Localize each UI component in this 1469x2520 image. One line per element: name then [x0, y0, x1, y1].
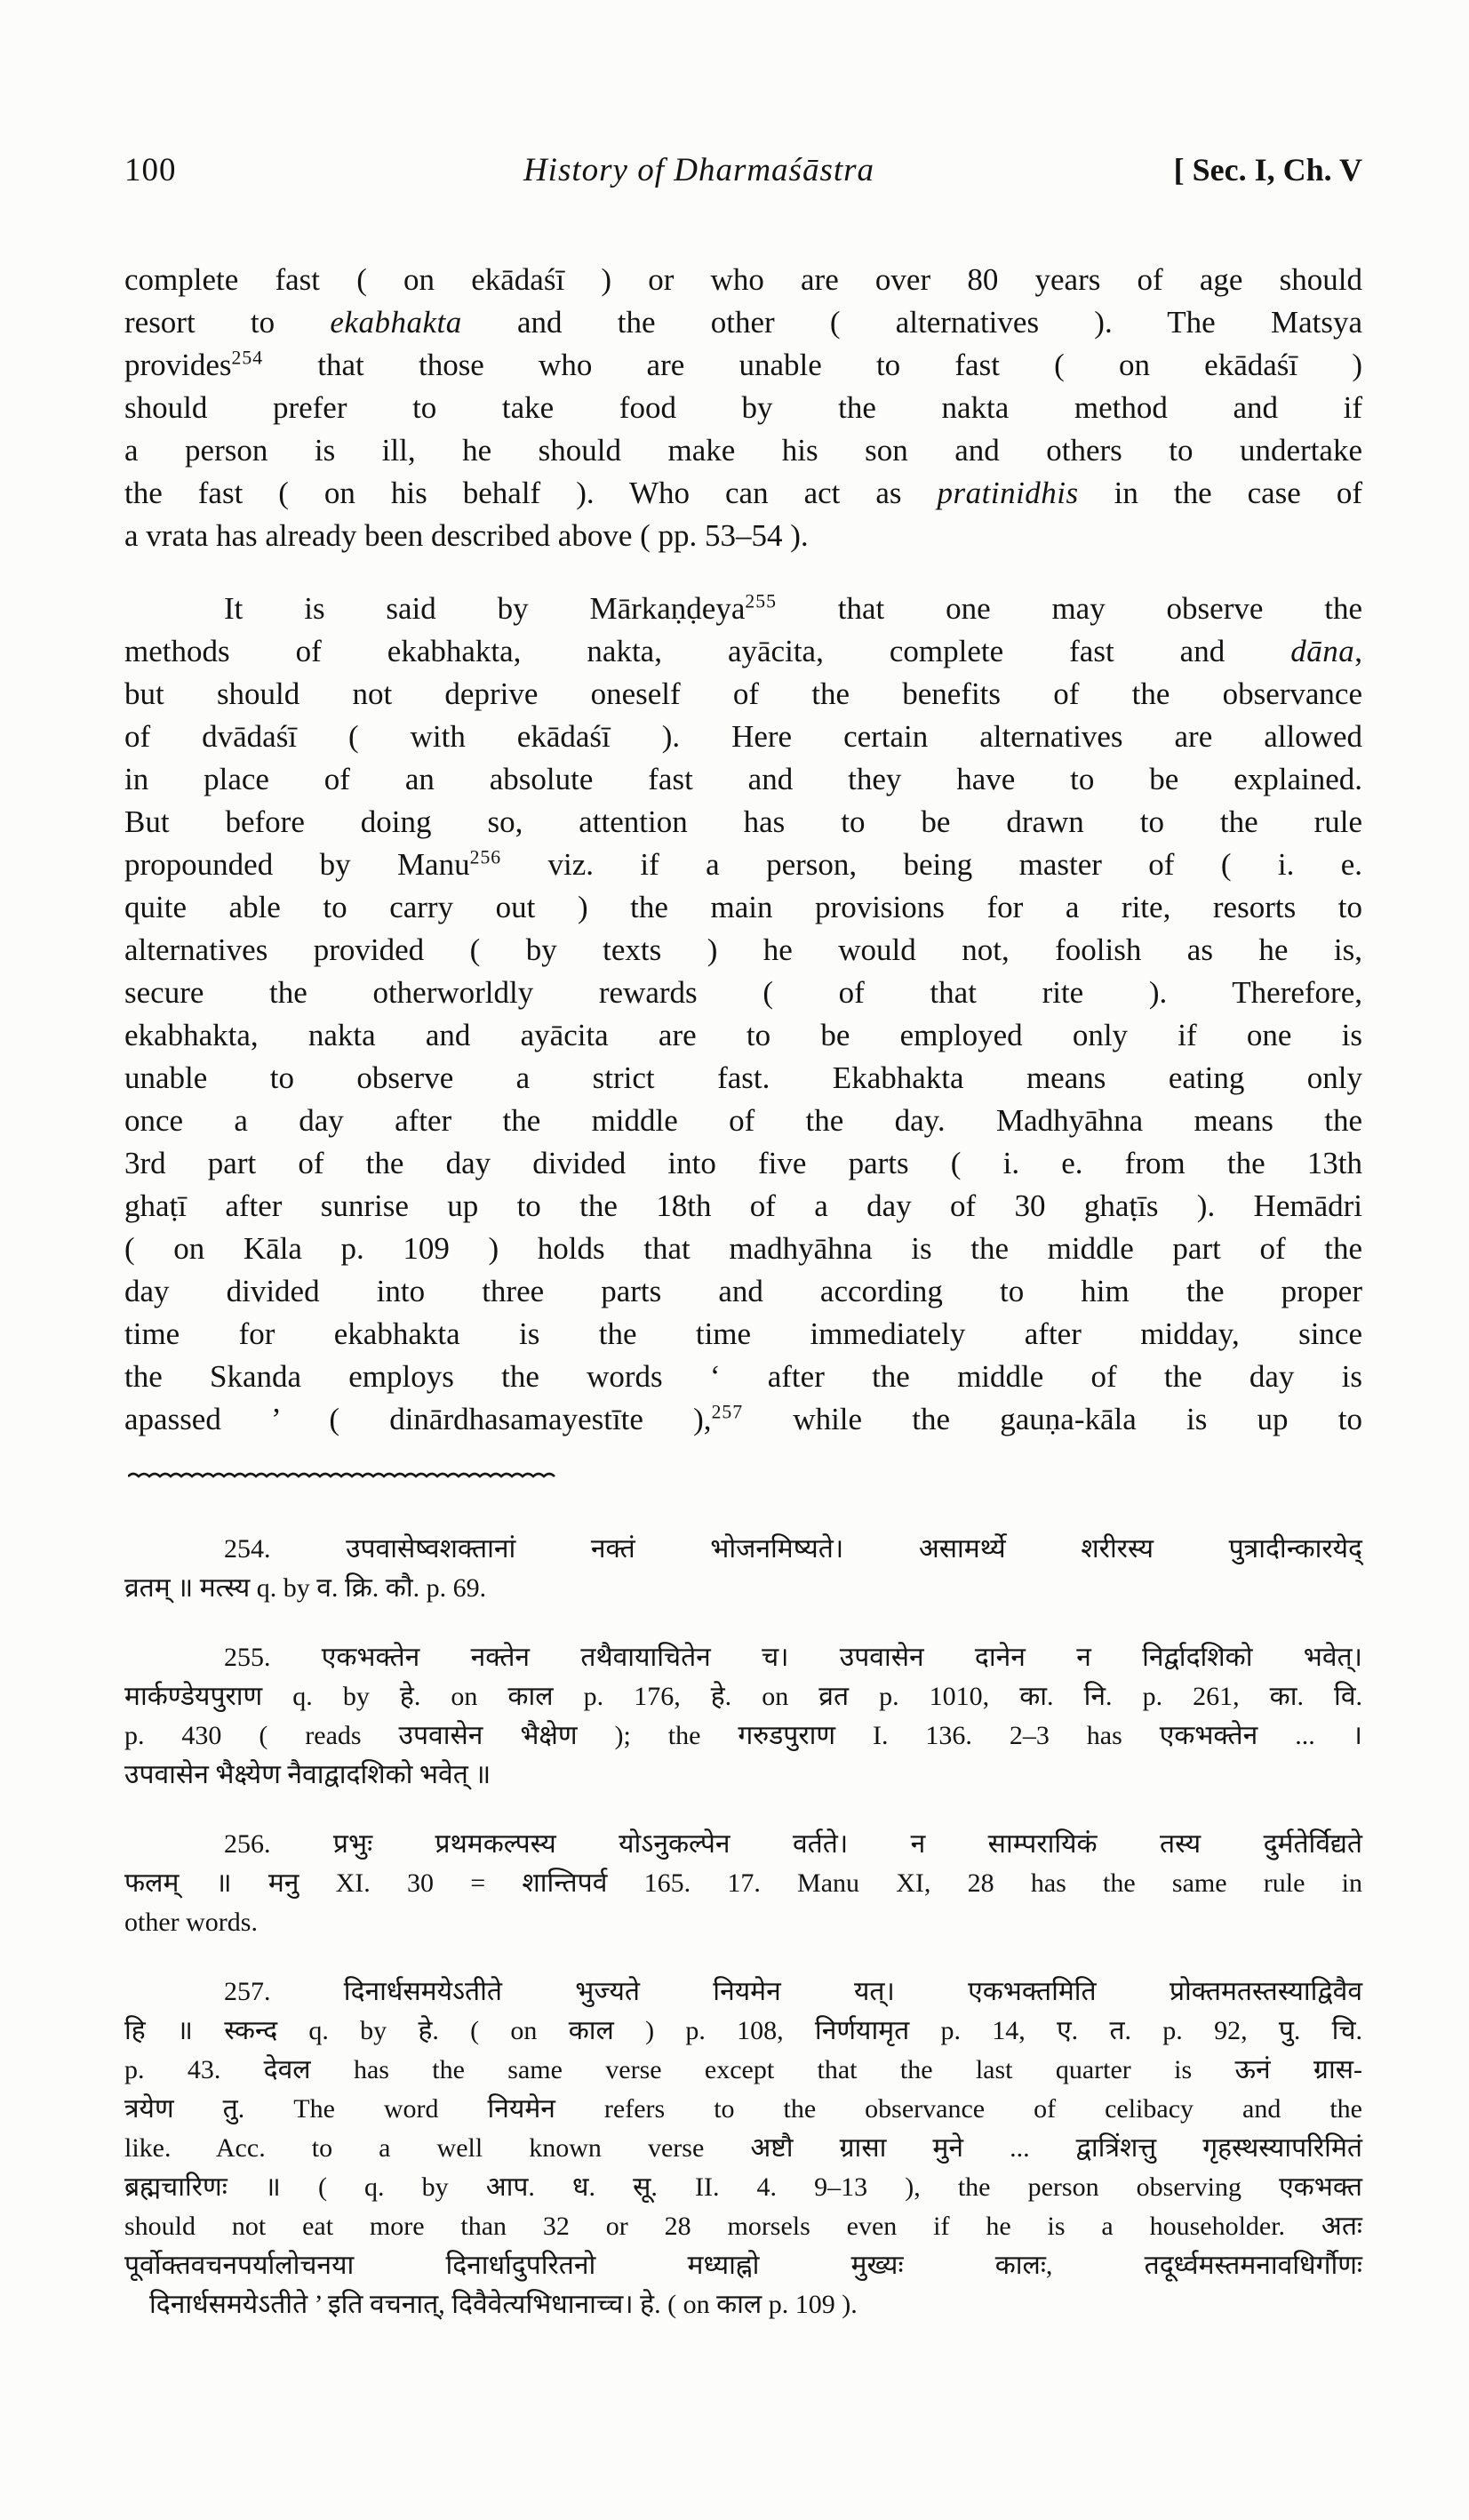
page-title: History of Dharmaśāstra	[523, 152, 875, 188]
footnote-line: त्रयेण तु. The word नियमेन refers to the observance of celibacy and the	[124, 2094, 1362, 2124]
paragraph	[124, 259, 1362, 557]
paragraph-line: in place of an absolute fast and they have to be explained.	[124, 762, 1362, 796]
footnote-line: मार्कण्डेयपुराण q. by हे. on काल p. 176, हे. on व्रत p. 1010, का. नि. p. 261, का. वि.	[124, 1682, 1362, 1711]
paragraph-line: ghaṭī after sunrise up to the 18th of a day of 30 ghaṭīs ). Hemādri	[124, 1188, 1362, 1223]
paragraph-line: provides$^{254}$ that those who are unable to fast ( on ekādaśī )	[124, 347, 1362, 382]
paragraph-line: should prefer to take food by the nakta method and if	[124, 390, 1362, 425]
paragraph-line: ( on Kāla p. 109 ) holds that madhyāhna is the middle part of the	[124, 1231, 1362, 1266]
footnote-line: should not eat more than 32 or 28 morsels even if he is a householder. अतः	[124, 2212, 1362, 2241]
paragraph-line: quite able to carry out ) the main provisions for a rite, resorts to	[124, 890, 1362, 924]
paragraph-line: But before doing so, attention has to be drawn to the rule	[124, 804, 1362, 839]
paragraph-line: unable to observe a strict fast. Ekabhakta means eating only	[124, 1060, 1362, 1095]
footnote-line: 254. उपवासेष्वशक्तानां नक्तं भोजनमिष्यते। असामर्थ्ये शरीरस्य पुत्रादीन्कारयेद्	[224, 1534, 1362, 1564]
page-number: 100	[124, 152, 177, 188]
footnote-line: p. 43. देवल has the same verse except that the last quarter is ऊनं ग्रास-	[124, 2055, 1362, 2084]
footnote	[124, 1825, 1362, 1942]
paragraph-line: It is said by Mārkaṇḍeya$^{255}$ that one may observe the	[224, 590, 1362, 626]
paragraph-line: resort to ekabhakta and the other ( alternatives ). The Matsya	[124, 305, 1362, 340]
paragraph-line: time for ekabhakta is the time immediately after midday, since	[124, 1316, 1362, 1351]
footnote-line: व्रतम् ॥ मत्स्य q. by व. क्रि. कौ. p. 69.	[124, 1573, 487, 1603]
footnote-line: पूर्वोक्तवचनपर्यालोचनया दिनार्धादुपरितनो मध्याह्नो मुख्यः कालः, तदूर्ध्वमस्तमनावधिर्गौणः	[124, 2251, 1362, 2280]
footnotes	[124, 1530, 1362, 2324]
footnote	[124, 1638, 1362, 1795]
paragraph-line: day divided into three parts and according to him the proper	[124, 1274, 1362, 1308]
footnote-divider	[128, 1471, 563, 1480]
footnote	[124, 1972, 1362, 2324]
paragraph-line: secure the otherworldly rewards ( of that rite ). Therefore,	[124, 975, 1362, 1010]
paragraph-line: 3rd part of the day divided into five parts ( i. e. from the 13th	[124, 1146, 1362, 1180]
footnote-line: like. Acc. to a well known verse अष्टौ ग्रासा मुने ... द्वात्रिंशत्तु गृहस्थस्यापरिमितं	[124, 2133, 1362, 2163]
footnote-line: हि ॥ स्कन्द q. by हे. ( on काल ) p. 108, निर्णयामृत p. 14, ए. त. p. 92, पु. चि.	[124, 2016, 1362, 2045]
paragraph-line: of dvādaśī ( with ekādaśī ). Here certain alternatives are allowed	[124, 719, 1362, 754]
paragraph-line: the Skanda employs the words ‘ after the middle of the day is	[124, 1359, 1362, 1394]
footnote-line: 256. प्रभुः प्रथमकल्पस्य योऽनुकल्पेन वर्तते। न साम्परायिकं तस्य दुर्मतेर्विद्यते	[224, 1829, 1362, 1859]
paragraph-line: but should not deprive oneself of the benefits of the observance	[124, 676, 1362, 711]
section-reference: [ Sec. I, Ch. V	[1173, 152, 1362, 188]
paragraph-line: once a day after the middle of the day. Madhyāhna means the	[124, 1103, 1362, 1138]
paragraph-line: methods of ekabhakta, nakta, ayācita, complete fast and dāna,	[124, 634, 1362, 668]
paragraph-line: a vrata has already been described above ( pp. 53–54 ).	[124, 518, 809, 553]
paragraph-line: complete fast ( on ekādaśī ) or who are over 80 years of age should	[124, 262, 1362, 297]
footnote-line: फलम् ॥ मनु XI. 30 = शान्तिपर्व 165. 17. Manu XI, 28 has the same rule in	[124, 1868, 1362, 1898]
paragraph-line: the fast ( on his behalf ). Who can act as pratinidhis in the case of	[124, 476, 1362, 510]
paragraph-line: apassed ’ ( dinārdhasamayestīte ),$^{257}$ while the gauṇa-kāla is up to	[124, 1401, 1362, 1436]
footnote-line: 257. दिनार्धसमयेऽतीते भुज्यते नियमेन यत्। एकभक्तमिति प्रोक्तमतस्तस्याद्विवैव	[224, 1977, 1362, 2006]
footnote-line: p. 430 ( reads उपवासेन भैक्षेण ); the गरुडपुराण I. 136. 2–3 has एकभक्तेन ... ।	[124, 1721, 1362, 1750]
page-header	[124, 151, 1362, 189]
footnote-line: 255. एकभक्तेन नक्तेन तथैवायाचितेन च। उपवासेन दानेन न निर्द्वादशिको भवेत्।	[224, 1643, 1362, 1672]
footnote-line: उपवासेन भैक्ष्येण नैवाद्वादशिको भवेत् ॥	[124, 1760, 491, 1789]
paragraph-line: alternatives provided ( by texts ) he would not, foolish as he is,	[124, 932, 1362, 967]
paragraph-line: ekabhakta, nakta and ayācita are to be employed only if one is	[124, 1018, 1362, 1052]
footnote-line: दिनार्धसमयेऽतीते ’ इति वचनात्, दिवैवेत्यभिधानाच्च। हे. ( on काल p. 109 ).	[149, 2290, 858, 2319]
footnote-line: ब्रह्मचारिणः ॥ ( q. by आप. ध. सू. II. 4. 9–13 ), the person observing एकभक्त	[124, 2172, 1362, 2202]
footnote-line: other words.	[124, 1908, 258, 1937]
paragraph-line: a person is ill, he should make his son and others to undertake	[124, 433, 1362, 468]
paragraph	[124, 588, 1362, 1441]
footnote	[124, 1530, 1362, 1608]
body-text	[124, 259, 1362, 1441]
paragraph-line: propounded by Manu$^{256}$ viz. if a person, being master of ( i. e.	[124, 846, 1362, 882]
